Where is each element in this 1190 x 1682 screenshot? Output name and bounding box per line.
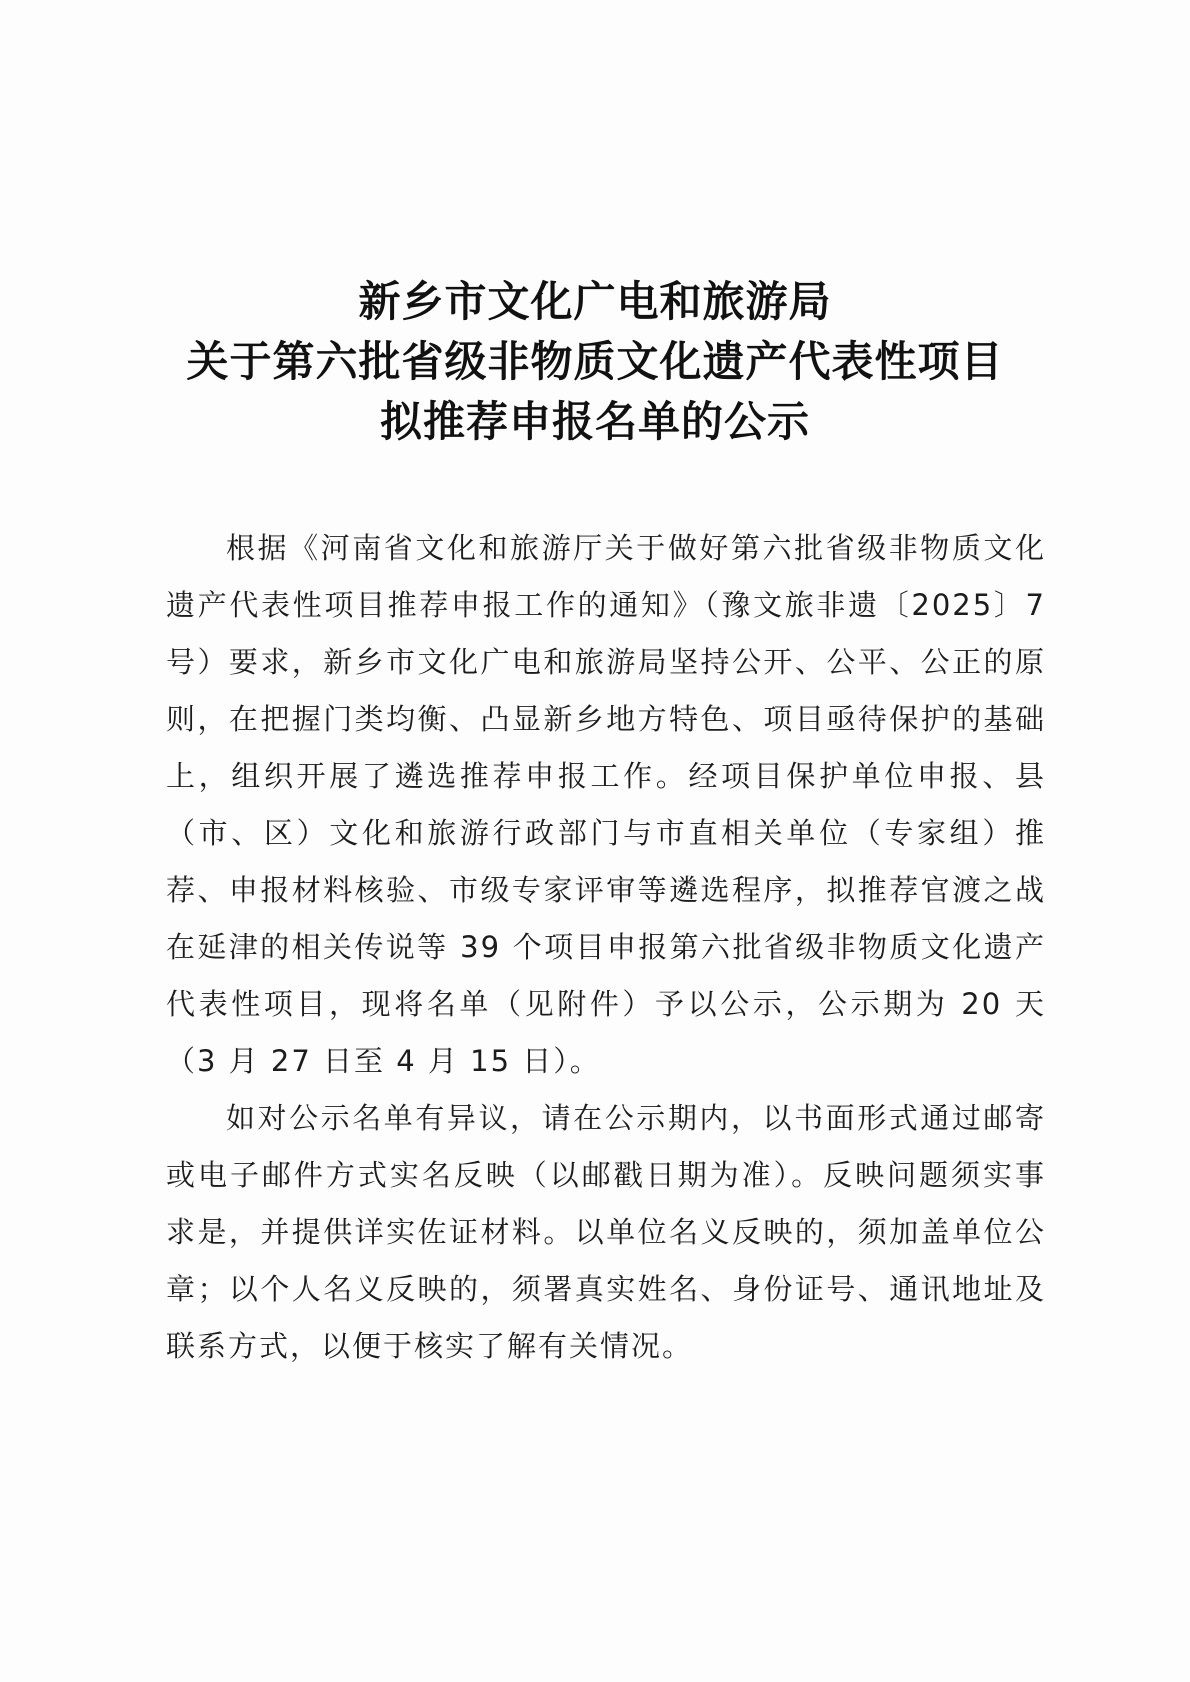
- document-title: [120, 272, 1070, 452]
- paragraph-basis: 根据《河南省文化和旅游厅关于做好第六批省级非物质文化遗产代表性项目推荐申报工作的通知》（豫文旅非遗〔2025〕7号）要求，新乡市文化广电和旅游局坚持公开、公平、公正的原则，在把握门类均衡、凸显新乡地方特色、项目亟待保护的基础上，组织开展了遴选推荐申报工作。经项目保护单位申报、县（市、区）文化和旅游行政部门与市直相关单位（专家组）推荐、申报材料核验、市级专家评审等遴选程序，拟推荐官渡之战在延津的相关传说等 39 个项目申报第六批省级非物质文化遗产代表性项目，现将名单（见附件）予以公示，公示期为 20 天（3 月 27 日至 4 月 15 日）。: [166, 531, 1046, 1078]
- paragraph-objection: 如对公示名单有异议，请在公示期内，以书面形式通过邮寄或电子邮件方式实名反映（以邮戳日期为准）。反映问题须实事求是，并提供详实佐证材料。以单位名义反映的，须加盖单位公章；以个人名义反映的，须署真实姓名、身份证号、通讯地址及联系方式，以便于核实了解有关情况。: [166, 1101, 1046, 1363]
- title-line-subject: 关于第六批省级非物质文化遗产代表性项目: [186, 337, 1004, 386]
- document-body: [166, 520, 1046, 1375]
- title-line-notice: 拟推荐申报名单的公示: [379, 397, 810, 446]
- title-line-issuer: 新乡市文化广电和旅游局: [358, 277, 832, 326]
